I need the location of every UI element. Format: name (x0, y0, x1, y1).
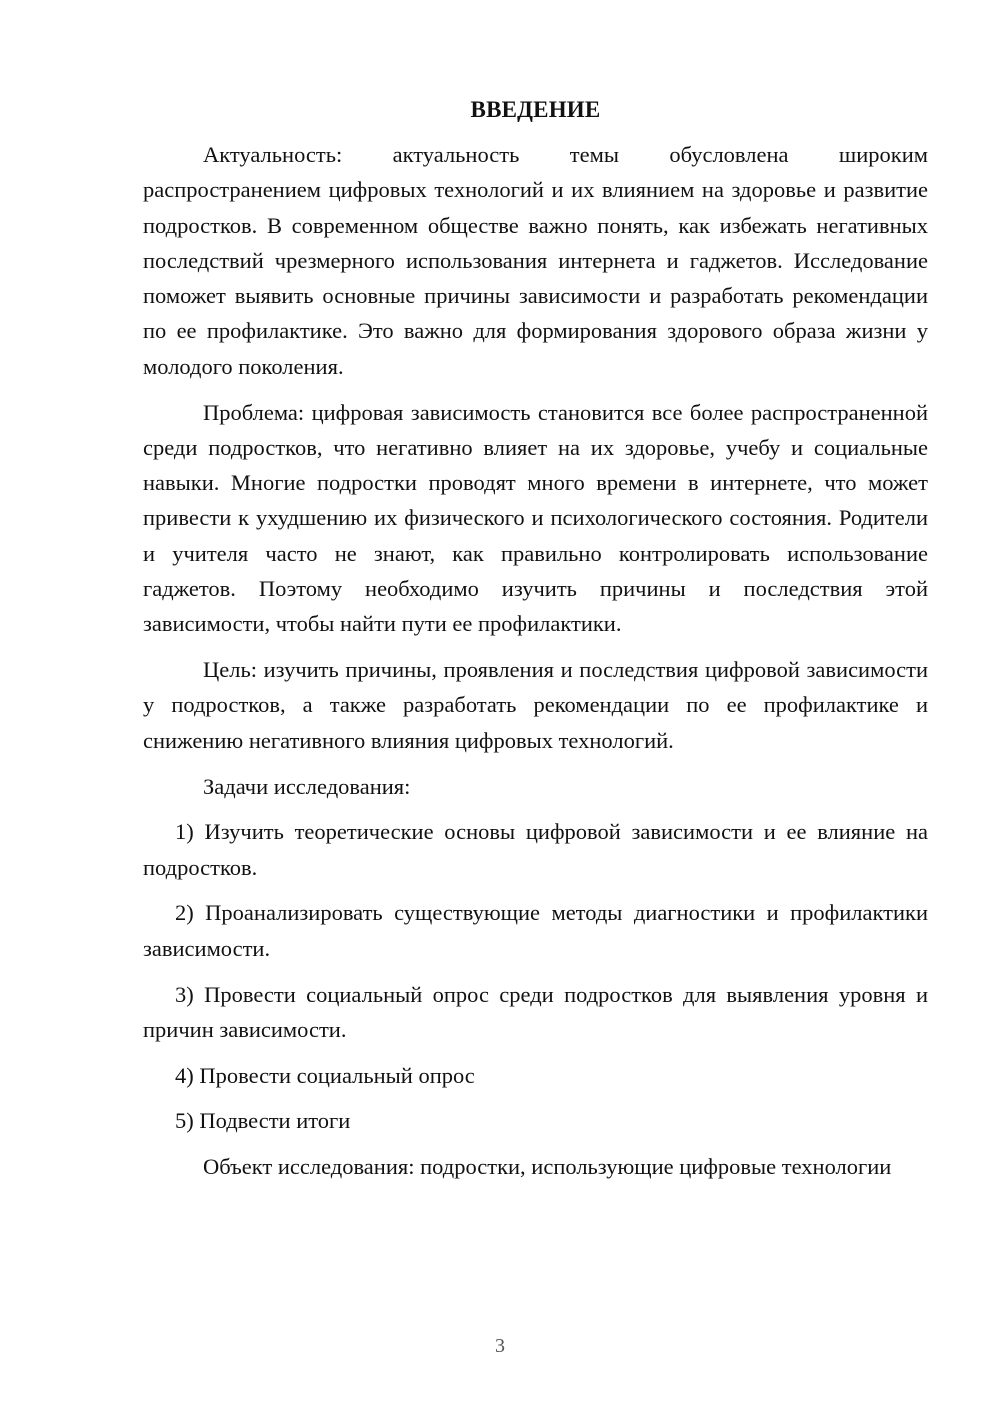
relevance-paragraph: Актуальность: актуальность темы обусловлена широким распространением цифровых технологий и их влиянием на здоровье и развитие подростков. В современном обществе важно понять, как избежать негативных последствий чрезмерного использования интернета и гаджетов. Исследование поможет выявить основные причины зависимости и разработать рекомендации по ее профилактике. Это важно для формирования здорового образа жизни у молодого поколения. (143, 142, 928, 379)
problem-paragraph: Проблема: цифровая зависимость становится все более распространенной среди подростков, что негативно влияет на их здоровье, учебу и социальные навыки. Многие подростки проводят много времени в интернете, что может привести к ухудшению их физического и психологического состояния. Родители и учителя часто не знают, как правильно контролировать использование гаджетов. Поэтому необходимо изучить причины и последствия этой зависимости, чтобы найти пути ее профилактики. (143, 399, 928, 637)
task-item-2: 2) Проанализировать существующие методы диагностики и профилактики зависимости. (143, 900, 928, 961)
page-content (143, 94, 928, 1185)
object-paragraph: Объект исследования: подростки, использующие цифровые технологии (203, 1154, 892, 1180)
tasks-heading: Задачи исследования: (203, 773, 411, 799)
task-item-3: 3) Провести социальный опрос среди подростков для выявления уровня и причин зависимости. (143, 981, 928, 1042)
task-item-5: 5) Подвести итоги (175, 1108, 351, 1134)
page-number: 3 (495, 1335, 505, 1357)
page-title: ВВЕДЕНИЕ (470, 97, 601, 122)
task-item-4: 4) Провести социальный опрос (175, 1062, 475, 1088)
goal-paragraph: Цель: изучить причины, проявления и последствия цифровой зависимости у подростков, а также разработать рекомендации по ее профилактике и снижению негативного влияния цифровых технологий. (143, 657, 928, 753)
task-item-1: 1) Изучить теоретические основы цифровой зависимости и ее влияние на подростков. (143, 819, 928, 880)
